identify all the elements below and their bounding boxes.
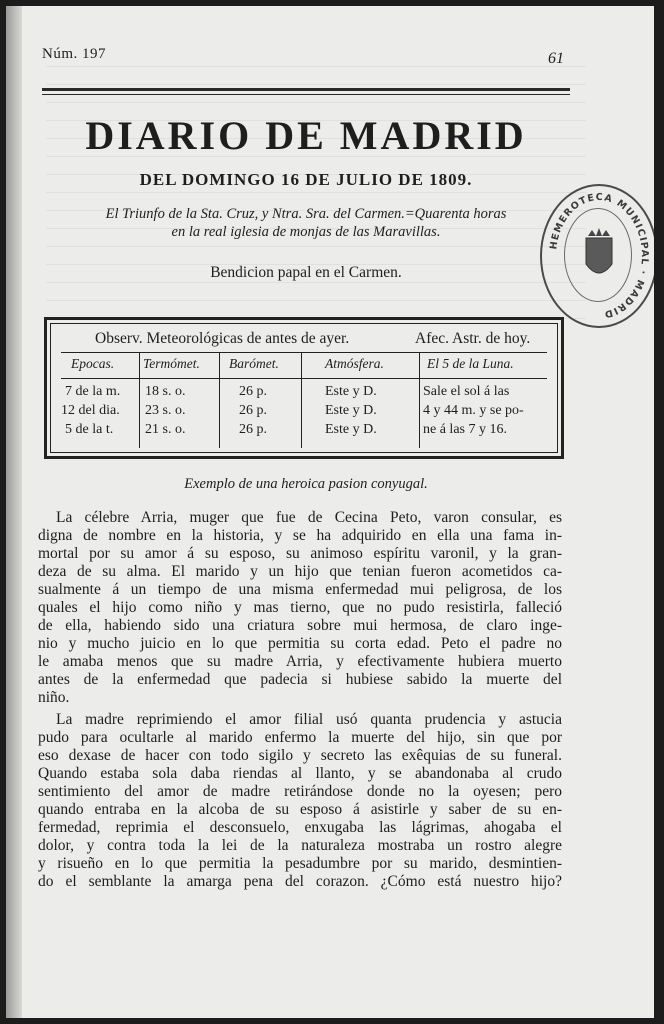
luna-line: 4 y 44 m. y se po- [423,403,524,418]
row-epoca: 12 del dia. [61,403,120,418]
col-divider [301,352,302,448]
body-line: sentimiento del amor de madre retirándose donde no la oyesen; pero [38,783,562,800]
dateline: DEL DOMINGO 16 DE JULIO DE 1809. [139,170,473,189]
body-line: La célebre Arria, muger que fue de Cecina Peto, varon consular, es [56,509,562,526]
newspaper-page [6,6,654,1018]
page-number: 61 [548,50,564,67]
row-termometro: 21 s. o. [145,422,186,437]
row-epoca: 7 de la m. [65,384,121,399]
stamp-text: HEMEROTECA MUNICIPAL · MADRID [548,191,651,320]
weather-title: Observ. Meteorológicas de antes de ayer. [95,330,350,347]
row-termometro: 23 s. o. [145,403,186,418]
top-rule-thin [42,94,570,95]
body-line: mortal por su amor á su esposo, su animoso espíritu varonil, y la gran- [38,545,562,562]
body-line: sualmente á un tiempo de una misma enfermedad mui peligrosa, de los [38,581,562,598]
col-divider [419,352,420,448]
col-divider [219,352,220,448]
row-atmosfera: Este y D. [325,403,377,418]
masthead-title: DIARIO DE MADRID [85,113,527,158]
column-rule [61,378,547,379]
issue-number: Núm. 197 [42,46,106,62]
body-line: Quando estaba sola daba riendas al llanto, y se abandonaba al crudo [38,765,562,782]
header-rule [61,352,547,353]
body-line: fermedad, reprimia el desconsuelo, enxugaba las lágrimas, ahogaba el [38,819,562,836]
luna-line: Sale el sol á las [423,384,510,399]
body-line: antes de la enfermedad que padecia si hubiese sabido la muerte del [38,671,562,688]
body-line: do el semblante la amarga pena del corazon. ¿Cómo está nuestro hijo? [38,873,562,890]
body-line: digna de nombre en la historia, y se ha adquirido en ella una fama in- [38,527,562,544]
body-line: pudo para ocultarle al marido enfermo la muerte del hijo, sin que por [38,729,562,746]
astro-title: Afec. Astr. de hoy. [415,330,531,347]
body-line: le amaba menos que su madre Arria, y efectivamente hubiera muerto [38,653,562,670]
body-line: nio y mucho juicio en lo que permitia su corta edad. Peto el padre no [38,635,562,652]
body-line: eso dexase de hacer con todo sigilo y secreto las exêquias de su funeral. [38,747,562,764]
feast-line-2: en la real iglesia de monjas de las Maravillas. [171,224,441,240]
col-termometro: Termómet. [143,356,200,371]
body-line: niño. [38,689,70,706]
col-barometro: Barómet. [229,356,279,371]
row-barometro: 26 p. [239,422,267,437]
article-title: Exemplo de una heroica pasion conyugal. [184,476,428,492]
top-rule [42,88,570,91]
col-epocas: Epocas. [71,356,115,371]
body-line: y risueño en lo que permitia la pesadumbre por su marido, desmintien- [38,855,562,872]
stamp-inner-ring [564,208,632,302]
col-luna: El 5 de la Luna. [427,356,514,371]
blessing-notice: Bendicion papal en el Carmen. [210,264,402,281]
body-line: quales el hijo como niño y mas tierno, que no pudo resistirla, falleció [38,599,562,616]
body-line: de ella, habiendo sido una criatura sobre mui hermosa, de claro inge- [38,617,562,634]
row-termometro: 18 s. o. [145,384,186,399]
row-atmosfera: Este y D. [325,384,377,399]
row-atmosfera: Este y D. [325,422,377,437]
feast-line-1: El Triunfo de la Sta. Cruz, y Ntra. Sra. del Carmen.=Quarenta horas [105,206,507,222]
body-line: quando entraba en la alcoba de su esposo á asistirle y saber de su en- [38,801,562,818]
row-barometro: 26 p. [239,384,267,399]
body-line: dolor, y contra toda la lei de la naturaleza mostraba un rostro alegre [38,837,562,854]
luna-line: ne á las 7 y 16. [423,422,507,437]
col-atmosfera: Atmósfera. [325,356,384,371]
bleed-through [46,66,586,326]
col-divider [139,352,140,448]
row-epoca: 5 de la t. [65,422,114,437]
body-line: deza de su alma. El marido y un hijo que tenian fueron acometidos ca- [38,563,562,580]
weather-table [44,317,564,459]
page-gutter [6,6,22,1018]
body-line: La madre reprimiendo el amor filial usó quanta prudencia y astucia [56,711,562,728]
row-barometro: 26 p. [239,403,267,418]
library-stamp [540,184,654,328]
